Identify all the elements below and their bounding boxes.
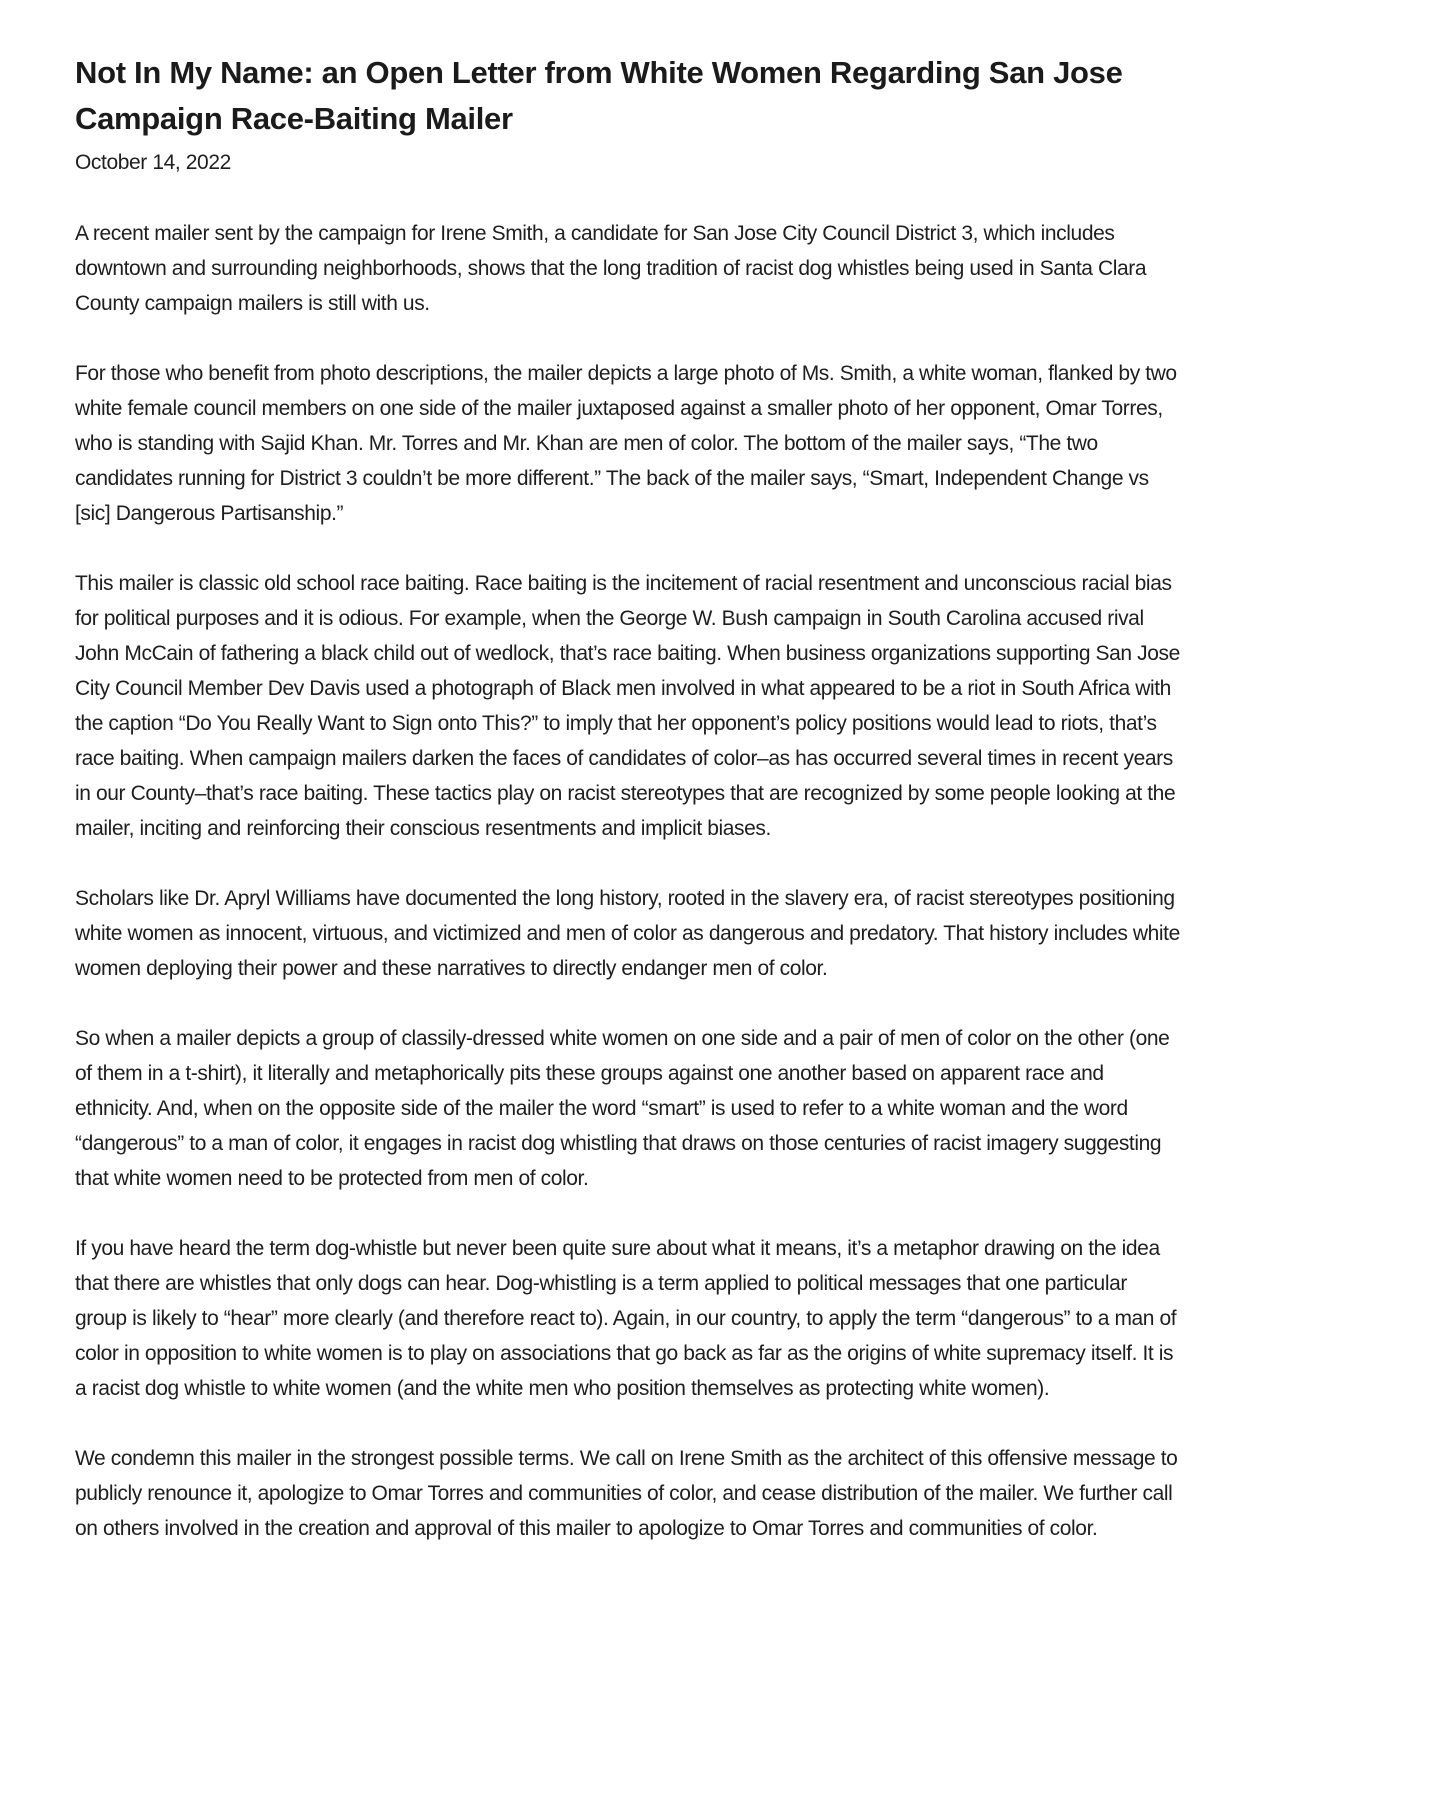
document-paragraph: We condemn this mailer in the strongest possible terms. We call on Irene Smith as the architect of this offensive message to publicly renounce it, apologize to Omar Torres and communities of color, and cease distribution of the mailer. We further call on others involved in the creation and approval of this mailer to apologize to Omar Torres and communities of color. <box>75 1447 1178 1540</box>
document-date: October 14, 2022 <box>75 151 231 174</box>
document-paragraph: For those who benefit from photo descriptions, the mailer depicts a large photo of Ms. Smith, a white woman, flanked by two white female council members on one side of the mailer juxtaposed against a smaller photo of her opponent, Omar Torres, who is standing with Sajid Khan. Mr. Torres and Mr. Khan are men of color. The bottom of the mailer says, “The two candidates running for District 3 couldn’t be more different.” The back of the mailer says, “Smart, Independent Change vs [sic] Dangerous Partisanship.” <box>75 362 1177 525</box>
document-paragraph: A recent mailer sent by the campaign for Irene Smith, a candidate for San Jose City Council District 3, which includes downtown and surrounding neighborhoods, shows that the long tradition of racist dog whistles being used in Santa Clara County campaign mailers is still with us. <box>75 222 1147 315</box>
document-paragraph: Scholars like Dr. Apryl Williams have documented the long history, rooted in the slavery era, of racist stereotypes positioning white women as innocent, virtuous, and victimized and men of color as dangerous and predatory. That history includes white women deploying their power and these narratives to directly endanger men of color. <box>75 887 1180 980</box>
document-paragraph: So when a mailer depicts a group of classily-dressed white women on one side and a pair of men of color on the other (one of them in a t-shirt), it literally and metaphorically pits these groups against one another based on apparent race and ethnicity. And, when on the opposite side of the mailer the word “smart” is used to refer to a white woman and the word “dangerous” to a man of color, it engages in racist dog whistling that draws on those centuries of racist imagery suggesting that white women need to be protected from men of color. <box>75 1027 1170 1190</box>
document-paragraph: This mailer is classic old school race baiting. Race baiting is the incitement of racial resentment and unconscious racial bias for political purposes and it is odious. For example, when the George W. Bush campaign in South Carolina accused rival John McCain of fathering a black child out of wedlock, that’s race baiting. When business organizations supporting San Jose City Council Member Dev Davis used a photograph of Black men involved in what appeared to be a riot in South Africa with the caption “Do You Really Want to Sign onto This?” to imply that her opponent’s policy positions would lead to riots, that’s race baiting. When campaign mailers darken the faces of candidates of color–as has occurred several times in recent years in our County–that’s race baiting. These tactics play on racist stereotypes that are recognized by some people looking at the mailer, inciting and reinforcing their conscious resentments and implicit biases. <box>75 572 1180 840</box>
document-paragraph: If you have heard the term dog-whistle but never been quite sure about what it means, it’s a metaphor drawing on the idea that there are whistles that only dogs can hear. Dog-whistling is a term applied to political messages that one particular group is likely to “hear” more clearly (and therefore react to). Again, in our country, to apply the term “dangerous” to a man of color in opposition to white women is to play on associations that go back as far as the origins of white supremacy itself. It is a racist dog whistle to white women (and the white men who position themselves as protecting white women). <box>75 1237 1177 1400</box>
document-body <box>75 216 1385 1546</box>
page-title: Not In My Name: an Open Letter from White Women Regarding San Jose Campaign Race-Baiting Mailer <box>75 55 1123 136</box>
